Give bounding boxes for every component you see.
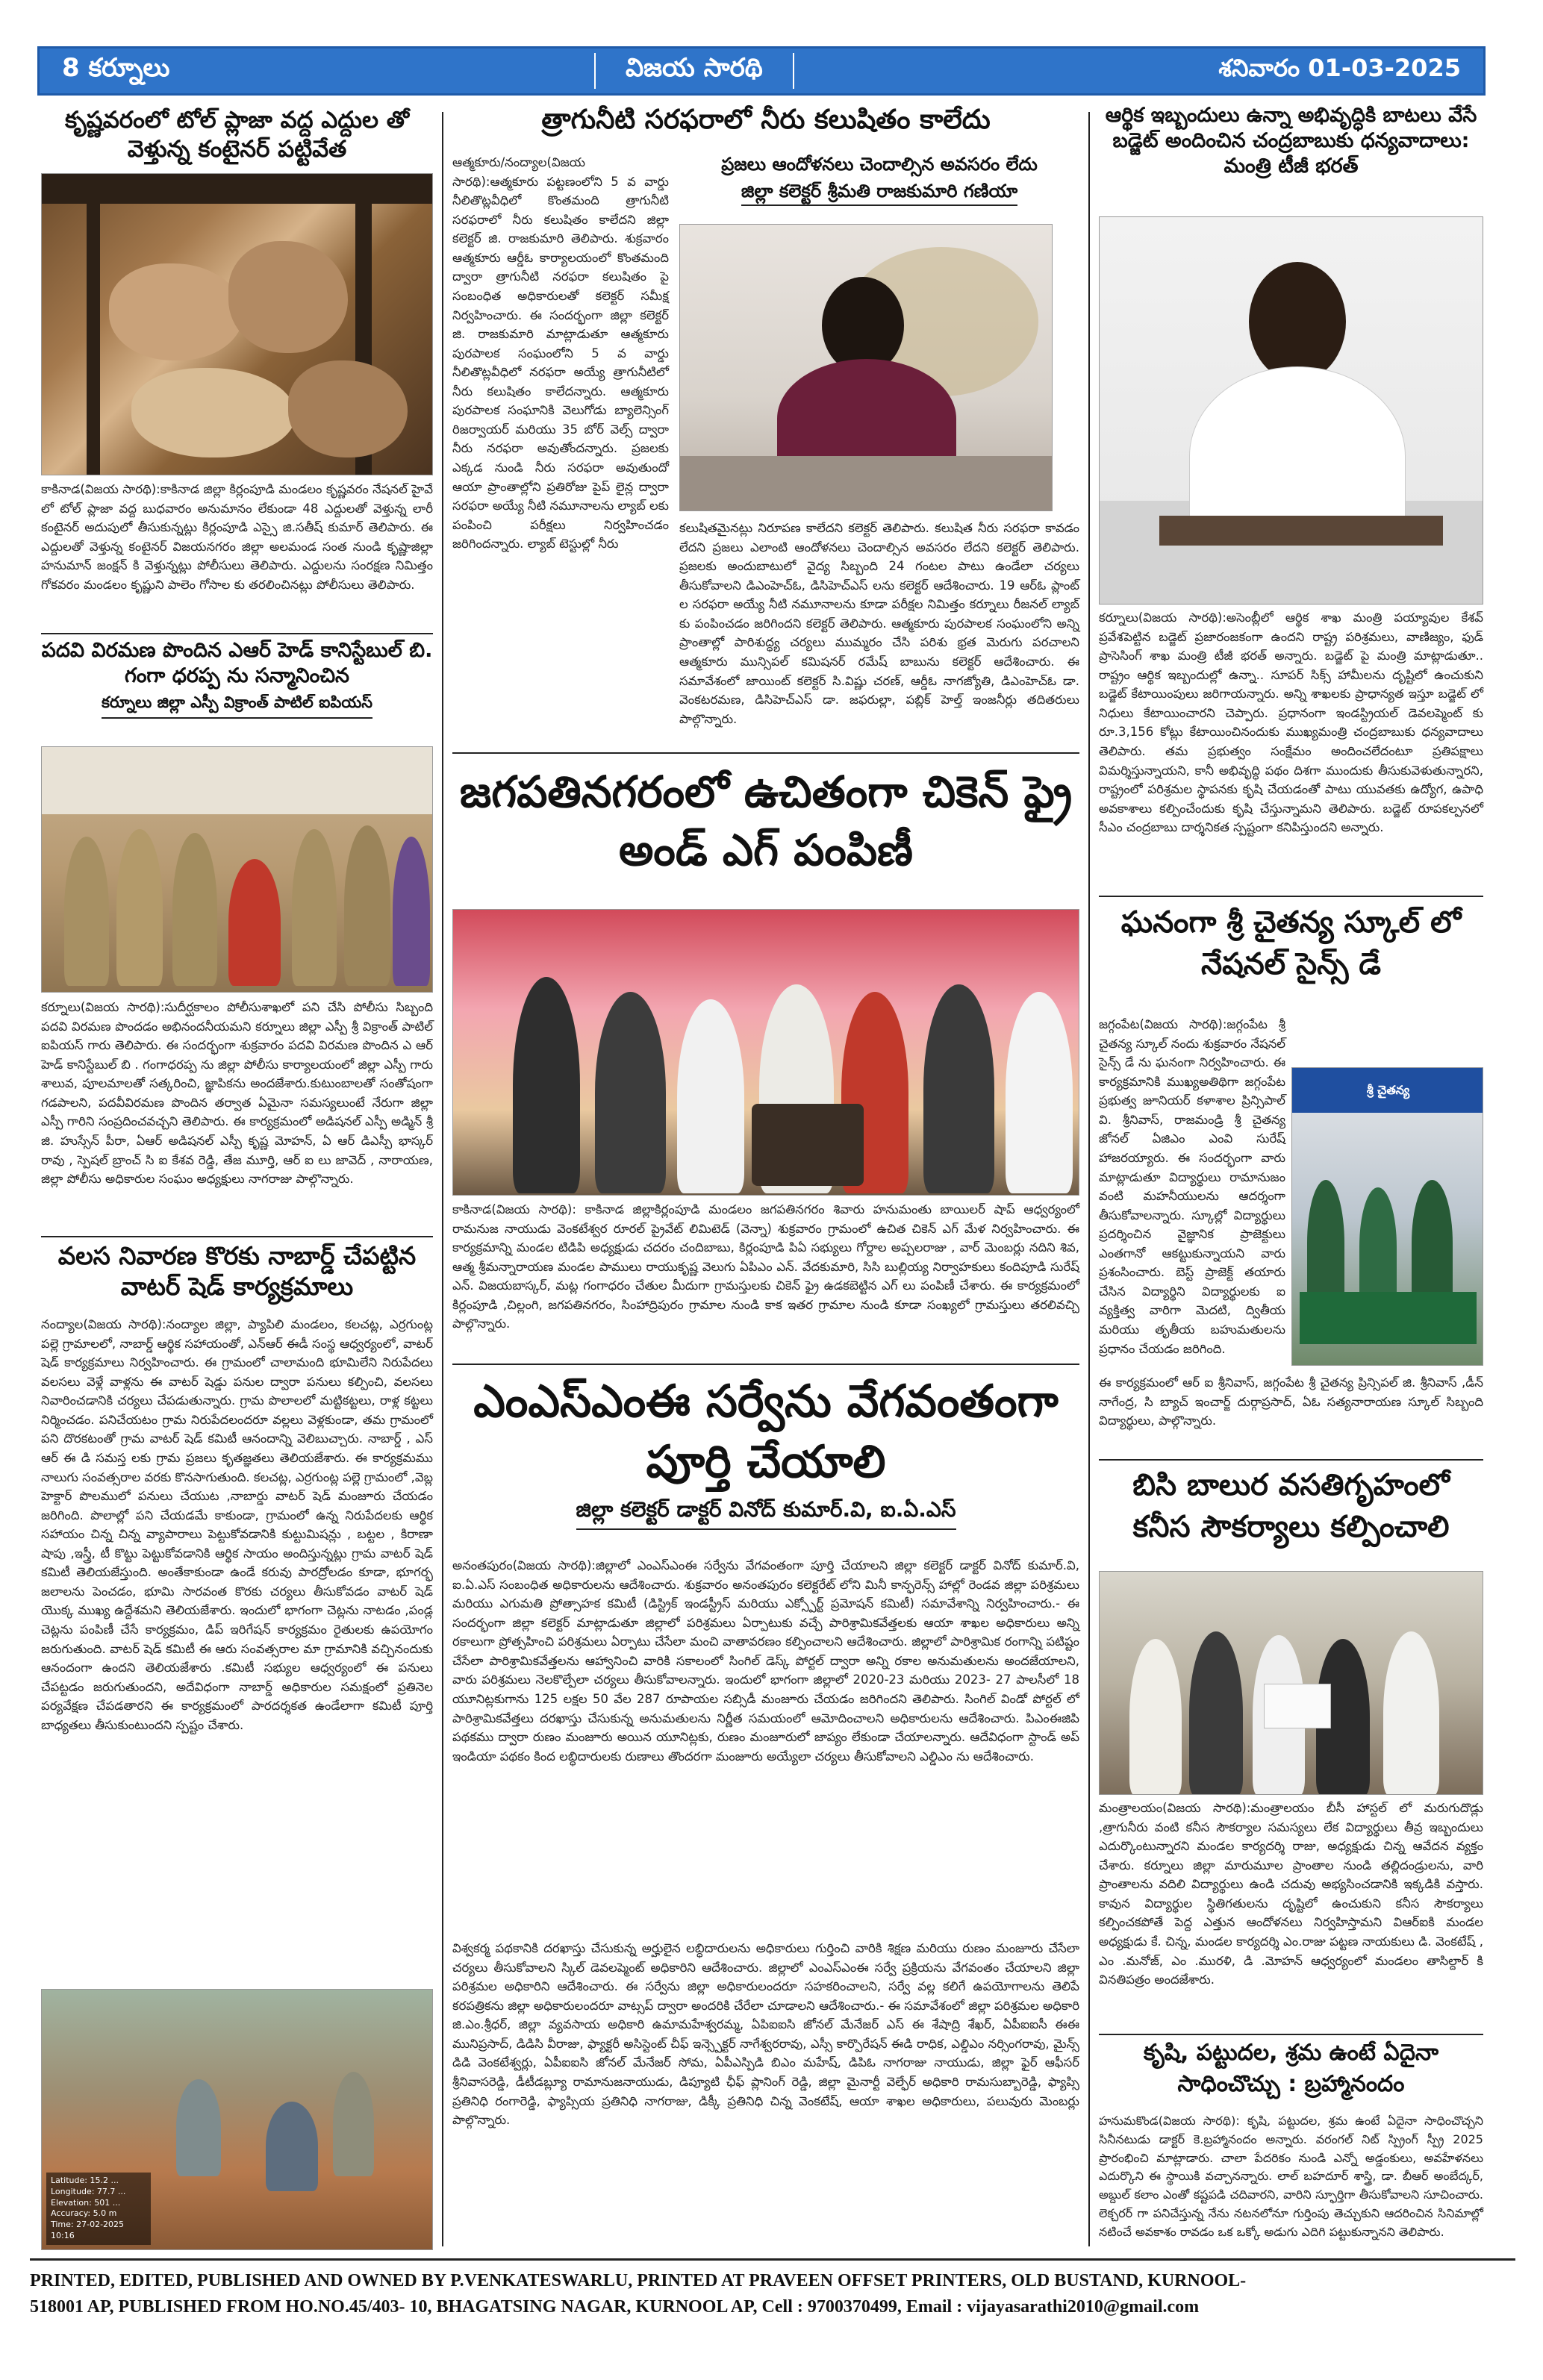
story-subhead: ప్రజలు ఆందోళనలు చెందాల్సిన అవసరం లేదు (721, 154, 1038, 175)
police-body: కర్నూలు(విజయ సారథి):సుదీర్ఘకాలం పోలీసుశాఖలో పని చేసి పోలీసు సిబ్బంది పదవి విరమణ పొందడం అభినందనీయమని కర్నూలు జిల్లా ఎస్పీ శ్రీ విక్రాంత్ పాటిల్ ఐపియస్ గారు తెలిపారు. ఈ సందర్భంగా శుక్రవారం పదవి విరమణ పొందిన ఎ ఆర్ హెడ్ కానిస్టేబుల్ బి . గంగాధరప్ప ను జిల్లా పోలీసు కార్యాలయంలో జిల్లా ఎస్పీ గారు శాలువ, పూలమాలతో సత్కరించి, జ్ఞాపికను అందజేశారు.కుటుంబాలతో సంతోషంగా గడపాలని, పదవీవిరమణ పొందిన తర్వాత ఏమైనా సమస్యలుంటే నేరుగా జిల్లా ఎస్పీ గారిని సంప్రదించవచ్చని తెలిపారు. ఈ కార్యక్రమంలో అడిషనల్ ఎస్పీ అడ్మిన్ శ్రీ జి. హుస్సేన్ పీరా, ఏఆర్ అడిషనల్ ఎస్పీ కృష్ణ మోహన్, ఏ ఆర్ డిఎస్పీ భాస్కర్ రావు , స్పెషల్ బ్రాంచ్ సి ఐ కేశవ రెడ్డి, తేజ మూర్తి, ఆర్ ఐ లు జావెద్ , నారాయణ, జిల్లా పోలీసు అధికారుల సంఘం అధ్యక్షులు నాగరాజు పాల్గొన్నారు. (41, 1000, 433, 1187)
story-brahmanandam (1099, 2037, 1483, 2100)
story-msme (452, 1372, 1079, 1530)
divider (41, 1236, 433, 1237)
chicken-caption: కాకినాడ(విజయ సారథి): కాకినాడ జిల్లాకిర్లంపూడి మండలం జగపతినగరం శివారు హనుమంతు బాయిలర్ షాప్ ఆధ్వర్యంలో రామనుజ నాయుడు వెంకటేశ్వర రూరల్ ప్రైవేట్ లిమిటెడ్ (వెన్నా) శుక్రవారం గ్రామంలో ఉచిత చికెన్ ఎగ్ మేళ నిర్వహించారు. ఈ కార్యక్రమాన్ని మండల టిడిపి అధ్యక్షుడు చదరం చందిబాబు, కిర్లంపూడి పిఏ సభ్యులు గోర్దాల అప్పలరాజు , వార్ మెంబర్లు నదిని శివ, ఆత్మ శ్రీమన్నారాయణ మండల పాములు రాయుకృష్ణ వెలుగు ఏపిఎం ఎన్. వేదకుమారి, సిసి బుల్లియ్య నిర్వాహకులు కందిపూడి సురేష్ ఎన్. విజయబాస్కర్, మట్ల గంగాధరం చేతుల మీదుగా గ్రామస్తులకు చికెన్ ఫ్రై ఉడకబెట్టిన ఎగ్ లు పంపిణీ చేశారు. ఈ కార్యక్రమంలో కిర్లంపూడి ,చిల్లంగి, జగపతినగరం, సింహాద్రిపురం గ్రామాల నుండి కాక ఇతర గ్రామాల నుండి కూడా సంఖ్యలో గ్రామస్తులు తరలివచ్చి పాల్గొన్నారు. (452, 1202, 1079, 1331)
imprint-line-2: 518001 AP, PUBLISHED FROM HO.NO.45/403- 10, BHAGATSING NAGAR, KURNOOL AP, Cell : 9700370499, Email : vijayasarathi2010@gmail.com (30, 2296, 1200, 2317)
story-subhead: కర్నూలు జిల్లా ఎస్పీ విక్రాంత్ పాటిల్ ఐపియస్ (102, 693, 372, 719)
divider (1099, 896, 1483, 897)
police-photo (41, 746, 433, 993)
water-body-wide: కలుషితమైనట్లు నిరూపణ కాలేదని కలెక్టర్ తెలిపారు. కలుషిత నీరు సరఫరా కావడం లేదని ప్రజలు ఎలాంటి ఆందోళనలు చెందాల్సిన అవసరం లేదని కలెక్టర్ తెలిపారు. ప్రజలకు అందుబాటులో వైద్య సిబ్బంది 24 గంటల పాటు ఉండేలా చర్యలు తీసుకోవాలని డిఎంహెచ్ఓ, డిసిహెచ్ఎస్ లను కలెక్టర్ ఆదేశించారు. 19 ఆర్ఓ ప్లాంట్ ల సరఫరా అయ్యే నీటి నమూనాలను కూడా పరీక్షల నిమిత్తం కర్నూలు రీజనల్ ల్యాబ్ కు పంపించడం జరిగిందని కలెక్టర్ తెలిపారు. ఆత్మకూరు పురపాలక సంఘంలోని అన్ని ప్రాంతాల్లో పారిశుద్ధ్య చర్యలు ముమ్మరం చేసి పరిశు భ్రత మెరుగు పరచాలని ఆత్మకూరు మున్సిపల్ కమిషనర్ రమేష్ బాబును కలెక్టర్ ఆదేశించారు. ఈ సమావేశంలో జాయింట్ కలెక్టర్ సి.విష్ణు చరణ్, ఆర్డీఓ నాగజ్యోతి, డిఎంహెచ్ఓ డా. వెంకటరమణ, డిసిహెచ్ఎస్ డా. జఫరుల్లా, పబ్లిక్ హెల్త్ ఇంజనీర్లు తదితరులు పాల్గొన్నారు. (679, 521, 1079, 726)
brahmanandam-body: హనుమకొండ(విజయ సారథి): కృషి, పట్టుదల, శ్రమ ఉంటే ఏదైనా సాధించొచ్చని సినీనటుడు డాక్టర్ కె.బ్రహ్మానందం అన్నారు. వరంగల్ నిట్ స్ప్రింగ్ స్ప్రీ 2025 ప్రారంభించి మాట్లాడారు. చాలా పేదరికం నుండి ఎన్నో అడ్డంకులు, అవహేళనలు ఎదుర్కొని ఈ స్థాయికి వచ్చానన్నారు. లాల్ బహదూర్ శాస్త్రి, డా. బీఆర్ అంబేద్కర్, అబ్దుల్ కలాం ఎంతో కష్టపడి చదివారని, వారిని స్ఫూర్తిగా తీసుకోవాలని సూచించారు. లెక్చరర్ గా పనిచేస్తున్న నేను నటనలోనూ గుర్తింపు తెచ్చుకుని ఆదరించిన సినిమాల్లో నటించే అవకాశం రావడం ఒక ఒక్కో అడుగు ఎదిగి పట్టుకున్నానని తెలిపారు. (1099, 2114, 1483, 2239)
divider (452, 752, 1079, 754)
imprint-footer (30, 2258, 1515, 2320)
column-rule-right (1088, 112, 1090, 2246)
school-sign: శ్రీ చైతన్య (1292, 1068, 1483, 1113)
watershed-body: నంద్యాల(విజయ సారథి):నంద్యాల జిల్లా, ప్యాపిలి మండలం, కలచట్ల, ఎర్రగుంట్ల పల్లె గ్రామాలలో, నాబార్డ్ ఆర్థిక సహాయంతో, ఎన్ఆర్ ఈడీ సంస్థ ఆధ్వర్యంలో, వాటర్ షెడ్ కార్యక్రమాలు నిర్వహించారు. ఈ గ్రామంలో చాలామంది భూమిలేని నిరుపేదలు వలసలు వెళ్లే వాళ్లను ఈ వాటర్ షెడ్డు పనుల ద్వారా పనులు కల్పించి, వలసలు నివారించడానికి చర్యలు చేపడుతున్నారు. గ్రామ పొలాలలో మట్టికట్టలు, రాళ్ల కట్టలు నిర్మించడం. పనిచేయటం గ్రామ నిరుపేదలందరూ వల్లలు వెళ్లకుండా, తమ గ్రామంలో పని దొరకటంతో గ్రామ వాటర్ షెడ్ కమిటీ ఆనందాన్ని వెలిబుచ్చారు. నాబార్డ్ , ఎస్ ఆర్ ఈ డి సమస్త లకు గ్రామ ప్రజలు కృతజ్ఞతలు తెలియజేశారు. ఈ కార్యక్రమము నాలుగు సంవత్సరాల వరకు కొనసాగుతుంది. కలచట్ల, ఎర్రగుంట్ల పల్లె గ్రామంలో ,వెబ్ల హెక్టార్ పొలములో పనులు చేయుట ,నాబార్డు వాటర్ షెడ్ మంజూరు చేయడం జరిగింది. పొలాల్లో పని చేయడమే కాకుండా, గ్రామంలో ఉన్న నిరుపేదలకు ఆర్థిక సహాయం చిన్న చిన్న వ్యాపారాలు పెట్టుకోవడానికి కుట్టుమిషన్లు , బట్టల , కిరాణా షాపు ,ఇస్త్రీ, టీ కొట్టు పెట్టుకోవడానికి ఆర్థిక సాయం అందిస్తున్నట్లు గ్రామ వాటర్ షెడ్ కమిటీ తెలియజేస్తుంది. అంతేకాకుండా ఉండే కరువు పారద్రోలడం కూడా, భూగర్భ జలాలను పెంచడం, భూమి సారవంత కొరకు చర్యలు తీసుకోవడం వాటర్ షెడ్ యొక్క ముఖ్య ఉద్దేశమని తెలియజేశారు. ఇందులో భాగంగా చెట్లను నాటడం ,పండ్ల చెట్లను పంపిణీ చేసే కార్యక్రమం, డిప్ ఇరిగేషన్ కార్యక్రమం రైతులకు ఉపయోగం జరుగుతుంది. వాటర్ షెడ్ కమిటీ ఈ ఆరు సంవత్సరాల మా గ్రామానికి వచ్చినందుకు ఆనందంగా ఉందని తెలియజేశారు .కమిటీ సభ్యుల ఆధ్వర్యంలో ఈ పనులు చేపట్టడం జరుగుతుందని, అదేవిధంగా నాబార్డ్ అధికారుల సమక్షంలో ప్రతినెల పర్యవేక్షణ చేపడతారని ఈ కార్యక్రమంలో పారదర్శకత ఉండేలాగా కమిటీ పూర్తి బాధ్యతలు తీసుకుంటుందని స్పష్టం చేశారు. (41, 1317, 433, 1732)
cattle-caption: కాకినాడ(విజయ సారథి):కాకినాడ జిల్లా కిర్లంపూడి మండలం కృష్ణవరం నేషనల్ హైవే లో టోల్ ప్లాజా వద్ద బుధవారం అనుమానం లేకుండా 48 ఎద్దులతో వెళ్తున్న లారీ కంటైనర్ అదుపులో తీసుకున్నట్లు కిర్లంపూడి ఎస్సై జి.సతీష్ కుమార్ తెలిపారు. ఈ ఎద్దులతో వెళ్తున్న కంటైనర్ విజయనగరం జిల్లా అలమండ సంత నుండి కృష్ణాజిల్లా హనుమాన్ జంక్షన్ కి వెళ్తున్నట్లు పోలీసులు తెలిపారు. ఎద్దులను సంరక్షణ నిమిత్తం గోకవరం మండలం కృష్ణుని పాలెం గోసాల కు తరలించినట్లు పోలీసులు తెలిపారు. (41, 482, 433, 592)
imprint-line-1: PRINTED, EDITED, PUBLISHED AND OWNED BY P.VENKATESWARLU, PRINTED AT PRAVEEN OFFSET PRINTERS, OLD BUSTAND, KURNOOL- (30, 2271, 1247, 2290)
divider (1099, 2034, 1483, 2035)
story-watershed (41, 1240, 433, 1302)
msme-body-2: విశ్వకర్మ పథకానికి దరఖాస్తు చేసుకున్న అర్హులైన లబ్ధిదారులను అధికారులు గుర్తించి వారికి శిక్షణ మరియు రుణం మంజూరు చేసేలా చర్యలు తీసుకోవాలని స్కిల్ డెవలప్మెంట్ అధికారిని ఆదేశించారు. జిల్లాలో ఎంఎస్ఎంఈ సర్వే ప్రక్రియను వేగవంతం చేయాలని జిల్లా పరిశ్రమల అధికారిని ఆదేశించారు. ఈ సర్వేను జిల్లా అధికారులందరూ సహకరించాలని, సర్వే వల్ల కలిగే ఉపయోగాలను తెలిపే కరపత్రికను జిల్లా అధికారులందరూ వాట్సప్ ద్వారా అందరికి చేరేలా చూడాలని ఆదేశించారు.- ఈ సమావేశంలో జిల్లా పరిశ్రమల అధికారి జి.ఎం.శ్రీధర్, జిల్లా వ్యవసాయ అధికారి ఉమామహేశ్వరమ్మ, ఏపిఐఐసి జోనల్ మేనేజర్ ఎస్ ఈ శేషాద్రి శేఖర్, ఏపీఐఐసీ ఈఈ మునిప్రసాద్, డిడిసి వీరాజు, ఫ్యాక్టరీ అసిస్టెంట్ చీఫ్ ఇన్స్పెక్టర్ నాగేశ్వరరావు, ఎస్సీ కార్పొరేషన్ ఈడి రాధిక, ఎల్డిఎం నర్సింగరావు, మైన్స్ డిడి వెంకటేశ్వర్లు, ఏపీఐఐసి జోనల్ మేనేజర్ సోమ, ఏపీఎస్పిడి బిఎం మహేష్, డిపిఓ నాగరాజు నాయుడు, జిల్లా ఫైర్ ఆఫీసర్ శ్రీనివాసరెడ్డి, డీటీడబ్ల్యూ రామానుజనాయుడు, డిప్యూటి ఛీఫ్ ప్లానింగ్ రెడ్డి, జిల్లా మైనార్టీ వెల్ఫేర్ అధికారి రామసుబ్బారెడ్డి, ఫ్యాప్సి ప్రతినిధి రంగారెడ్డి, ఫ్యాప్సియ ప్రతినిధి నాగరాజు, డిక్కీ ప్రతినిధి చిన్న వెంకటేష్, ఆయా శాఖల అధికారులు, పలువురు మెంబర్లు పాల్గొన్నారు. (452, 1941, 1079, 2128)
date-line: శనివారం 01-03-2025 (1218, 54, 1461, 82)
divider (41, 633, 433, 634)
story-subhead: జిల్లా కలెక్టర్ డాక్టర్ వినోద్ కుమార్.వి, ఐ.ఏ.ఎస్ (576, 1497, 956, 1530)
chicken-photo (452, 909, 1079, 1196)
story-headline: ఎంఎస్ఎంఈ సర్వేను వేగవంతంగా పూర్తి చేయాలి (473, 1375, 1059, 1488)
story-headline: కృషి, పట్టుదల, శ్రమ ఉంటే ఏదైనా సాధించొచ్చు : బ్రహ్మానందం (1143, 2040, 1439, 2097)
watershed-photo (41, 1989, 433, 2250)
story-headline: జగపతినగరంలో ఉచితంగా చికెన్ ఫ్రై అండ్ ఎగ్ పంపిణీ (459, 766, 1073, 876)
story-science (1099, 902, 1483, 985)
science-body-top: జగ్గంపేట(విజయ సారథి):జగ్గంపేట శ్రీ చైతన్య స్కూల్ నందు శుక్రవారం నేషనల్ సైన్స్ డే ను ఘనంగా నిర్వహించారు. ఈ కార్యక్రమానికి ముఖ్యఅతిథిగా జగ్గంపేట ప్రభుత్వ జూనియర్ కళాశాల ప్రిన్సిపాల్ వి. శ్రీనివాస్, రాజమండ్రి శ్రీ చైతన్య జోనల్ ఏజిఎం ఎంవి సురేష్ హాజరయ్యారు. ఈ సందర్భంగా వారు మాట్లాడుతూ విద్యార్థులు రామానుజం వంటి మహనీయులను ఆదర్శంగా తీసుకోవాలన్నారు. స్కూల్లో విద్యార్థులు ప్రదర్శించిన వైజ్ఞానిక ప్రాజెక్టులు ఎంతగానో ఆకట్టుకున్నాయని వారు ప్రశంసించారు. బెస్ట్ ప్రాజెక్ట్ తయారు చేసిన విద్యార్థిని విద్యార్థులకు ఐ వ్యక్తిత్వ వారిగా మెదటి, ద్వితీయ మరియు తృతీయ బహుమతులను ప్రధానం చేయడం జరిగింది. (1099, 1017, 1285, 1356)
divider (1099, 1459, 1483, 1461)
water-body-column: ఆత్మకూరు/నంద్యాల(విజయ సారథి):ఆత్మకూరు పట్టణంలోని 5 వ వార్డు నీలితొట్లవీధిలో కొంతమంది త్రాగునీటి సరఫరాలో నీరు కలుషితం కాలేదని జిల్లా కలెక్టర్ జి. రాజకుమారి తెలిపారు. శుక్రవారం ఆత్మకూరు ఆర్డీఓ కార్యాలయంలో కొంతమంది ద్వారా త్రాగునీటి నరఫరా కలుషితం పై సంబంధిత అధికారులతో కలెక్టర్ సమీక్ష నిర్వహించారు. ఈ సందర్భంగా జిల్లా కలెక్టర్ జి. రాజకుమారి మాట్లాడుతూ ఆత్మకూరు పురపాలక సంఘంలోని 5 వ వార్డు నీలితొట్లవీధిలో నరఫరా అయ్యే త్రాగునీటిలో నీరు కలుషితం కాలేదన్నారు. ఆత్మకూరు పురపాలక సంఘానికి వెలుగోడు బ్యాలెన్సింగ్ రిజర్వాయర్ మరియు 35 బోర్ వెల్స్ ద్వారా నీరు నరఫరా అవుతోందన్నారు. ప్రజలకు ఎక్కడ నుండి నీరు సరఫరా అవుతుందో ఆయా ప్రాంతాల్లోని ప్రతిరోజు పైప్ లైన్ల ద్వారా సరఫరా అయ్యే నీటి నమూనాలను ల్యాబ్ లకు పంపించి పరీక్షలు నిర్వహించడం జరిగిందన్నారు. ల్యాబ్ టెస్టుల్లో నీరు (452, 155, 669, 552)
msme-body-1: అనంతపురం(విజయ సారథి):జిల్లాలో ఎంఎస్ఎంఈ సర్వేను వేగవంతంగా పూర్తి చేయాలని జిల్లా కలెక్టర్ డాక్టర్ వినోద్ కుమార్.వి, ఐ.ఏ.ఎస్ సంబంధిత అధికారులను ఆదేశించారు. శుక్రవారం అనంతపురం కలెక్టరేట్ లోని మినీ కాన్ఫరెన్స్ హాల్లో రెండవ జిల్లా పరిశ్రమలు మరియు ఎగుమతి ప్రోత్సాహక కమిటీ (డిస్ట్రిక్ ఇండస్ట్రీస్ మరియు ఎక్స్పోర్ట్ ప్రమోషన్ కమిటీ) సమావేశాన్ని నిర్వహించారు.- ఈ సందర్భంగా జిల్లా కలెక్టర్ మాట్లాడుతూ జిల్లాలో పరిశ్రమలు ఏర్పాటుకు వచ్చే పారిశ్రామికవేత్తలకు ఆయా శాఖల అధికారులు అన్ని రకాలుగా ప్రోత్సహించి పరిశ్రమలు ఏర్పాటు చేసేలా మంచి వాతావరణం కల్పించాలని ఆదేశించారు. జిల్లాలో పారిశ్రామిక రంగాన్ని పటిష్టం చేసేలా పారిశ్రామికవేత్తలను ఆహ్వానించి వారికి సకాలంలో సింగిల్ డెస్క్ పోర్టల్ ద్వారా అన్ని రకాల అనుమతులను అందజేయాలని, వారు పరిశ్రమలు నెలకొల్పేలా చర్యలు తీసుకోవాలన్నారు. ఇందులో భాగంగా జిల్లాలో 2020-23 మరియు 2023- 27 పాలసీలో 18 యూనిట్లకుగాను 125 లక్షల 50 వేల 287 రూపాయల సబ్సిడీ మంజూరు చేయడం జరిగిందని తెలిపారు. సింగిల్ విండో పోర్టల్ లో పారిశ్రామికవేత్తలు దరఖాస్తు చేసుకున్న అనుమతులను నిర్ణీత సమయంలో ఆమోదించాలని అధికారులను ఆదేశించారు. పిఎంఈజిపి పథకము ద్వారా రుణం మంజూరు అయిన యూనిట్లకు, రుణం మంజూరులో జాప్యం లేకుండా చేయాలన్నారు. ఆదేవిధంగా స్టాండ్ అప్ ఇండియా పథకం కింద లబ్ధిదారులకు రుణాలు తొందరగా మంజూరు అయ్యేలా చర్యలు తీసుకోవాలని ఎల్డిఎం ను ఆదేశించారు. (452, 1558, 1079, 1764)
story-cattle (41, 106, 433, 164)
minister-photo (1099, 216, 1483, 605)
story-headline: ఘనంగా శ్రీ చైతన్య స్కూల్ లో నేషనల్ సైన్స్ డే (1120, 905, 1462, 981)
hostel-body: మంత్రాలయం(విజయ సారథి):మంత్రాలయం బీసీ హాస్టల్ లో మరుగుదొడ్లు ,త్రాగునీరు వంటి కనీస సౌకర్యాల సమస్యలు లేక విద్యార్థులు తీవ్ర ఇబ్బందులు ఎదుర్కొంటున్నారని మండల కార్యదర్శి రాజు, అధ్యక్షుడు చిన్న ఆవేదన వ్యక్తం చేశారు. కర్నూలు జిల్లా మారుమూల ప్రాంతాల నుండి తల్లిదండ్రులను, వారి ప్రాంతాలను వదిలి విద్యార్థులు ఉండి చదువు అభ్యసించడానికి ఇక్కడికి వస్తారు. కావున విద్యార్థుల స్థితిగతులను దృష్టిలో ఉంచుకుని కనీస సౌకర్యాలు కల్పించకపోతే పెద్ద ఎత్తున ఆందోళనలు నిర్వహిస్తామని విఆర్ఐకి మండల అధ్యక్షుడు కే. చిన్న, మండల కార్యదర్శి ఎం.రాజు పట్టణ నాయకులు డి. వెంకటేష్ , ఎం .మనోజ్, ఎం .మురళి, డి .మోహన్ ఆధ్వర్యంలో మండలం తాసిల్దార్ కి వినతిపత్రం అందజేశారు. (1099, 1801, 1483, 1987)
story-headline: బిసి బాలుర వసతిగృహంలో కనీస సౌకర్యాలు కల్పించాలి (1132, 1468, 1450, 1544)
story-headline: త్రాగునీటి సరఫరాలో నీరు కలుషితం కాలేదు (541, 104, 991, 135)
paper-name: విజయ సారథి (594, 53, 794, 89)
story-headline: కృష్ణవరంలో టోల్ ప్లాజా వద్ద ఎద్దుల తో వెళ్తున్న కంటైనర్ పట్టివేత (65, 107, 409, 163)
story-police (41, 638, 433, 719)
story-chicken (452, 763, 1079, 880)
divider (452, 1364, 1079, 1365)
story-budget (1099, 103, 1483, 178)
masthead (37, 46, 1486, 96)
cattle-photo (41, 173, 433, 475)
budget-body: కర్నూలు(విజయ సారథి):అసెంబ్లీలో ఆర్థిక శాఖ మంత్రి పయ్యావుల కేశవ్ ప్రవేశపెట్టిన బడ్జెట్ ప్రజారంజకంగా ఉందని రాష్ట్ర పరిశ్రమలు, వాణిజ్యం, ఫుడ్ ప్రాసెసింగ్ శాఖ మంత్రి టీజీ భరత్ అన్నారు. బడ్జెట్ పై మంత్రి మాట్లాడుతూ.. రాష్ట్రం ఆర్థిక ఇబ్బందుల్లో ఉన్నా.. సూపర్ సిక్స్ హామీలను దృష్టిలో ఉంచుకుని బడ్జెట్ కేటాయింపులు జరిగాయన్నారు. అన్ని శాఖలకు ప్రాధాన్యత ఇస్తూ బడ్జెట్ లో నిధులు కేటాయించారని చెప్పారు. ప్రధానంగా ఇండస్ట్రియల్ డెవలప్మెంట్ కు రూ.3,156 కోట్లు కేటాయించినందుకు ముఖ్యమంత్రి చంద్రబాబుకు ధన్యవాదాలు తెలిపారు. తమ ప్రభుత్వం సంక్షేమం అందించలేదంటూ ప్రతిపక్షాలు విమర్శిస్తున్నాయని, కానీ అభివృద్ధి పథం దిశగా ముందుకు తీసుకువెళుతున్నారని, రాష్ట్రంలో పరిశ్రమల స్థాపనకు కృషి చేయడంతో పాటు యువతకు ఉద్యోగ, ఉపాధి అవకాశాలు కల్పించేందుకు కృషి చేస్తున్నామని తెలిపారు. బడ్జెట్ రూపకల్పనలో సీఎం చంద్రబాబు దార్శనికత స్పష్టంగా కనిపిస్తుందని అన్నారు. (1099, 610, 1483, 835)
column-rule-left (442, 112, 443, 2246)
page-label: 8 కర్నూలు (62, 53, 170, 83)
story-headline: వలస నివారణ కొరకు నాబార్డ్ చేపట్టిన వాటర్ షెడ్ కార్యక్రమాలు (57, 1241, 417, 1302)
story-subhead: జిల్లా కలెక్టర్ శ్రీమతి రాజకుమారి గణియా (741, 180, 1017, 206)
hostel-photo (1099, 1571, 1483, 1795)
story-headline: పదవి విరమణ పొందిన ఎఆర్ హెడ్ కానిస్టేబుల్ బి. గంగా ధరప్ప ను సన్మానించిన (41, 639, 433, 687)
story-hostel (1099, 1464, 1483, 1548)
water-subheads (679, 153, 1079, 206)
school-photo (1291, 1067, 1483, 1366)
science-body-bottom: ఈ కార్యక్రమంలో ఆర్ ఐ శ్రీనివాస్, జగ్గంపేట శ్రీ చైతన్య ప్రిన్సిపల్ జి. శ్రీనివాస్ ,డీన్ నాగేంద్ర, సి బ్యాచ్ ఇంచార్జ్ దుర్గాప్రసాద్, ఏఓ సత్యనారాయణ స్కూల్ సిబ్బంది విద్యార్థులు, పాల్గొన్నారు. (1099, 1375, 1483, 1428)
story-water (452, 103, 1079, 137)
gps-overlay: Latitude: 15.2 ... Longitude: 77.7 ... Elevation: 501 ... Accuracy: 5.0 m Time: 27-02-2025 10:16 (46, 2173, 151, 2245)
story-headline: ఆర్థిక ఇబ్బందులు ఉన్నా అభివృద్ధికి బాటలు వేసే బడ్జెట్ అందించిన చంద్రబాబుకు ధన్యవాదాలు: మంత్రి టీజీ భరత్ (1105, 104, 1477, 178)
collector-photo (679, 224, 1053, 511)
